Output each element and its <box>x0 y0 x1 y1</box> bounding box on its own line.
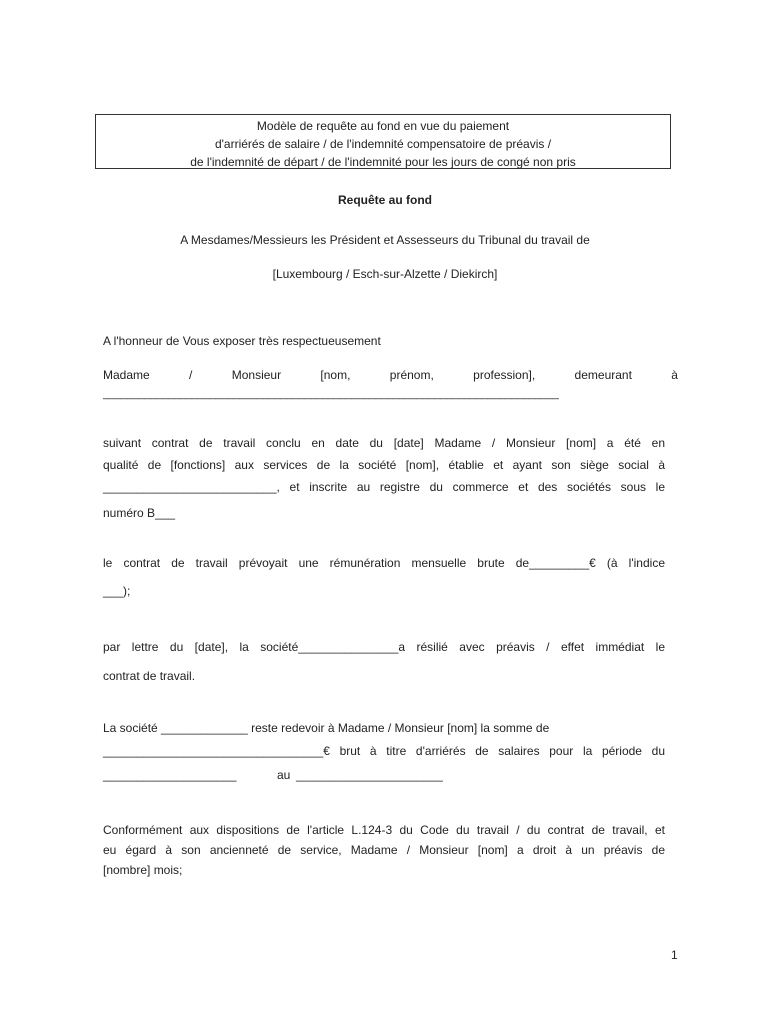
party-word: Monsieur <box>231 368 282 382</box>
debt-row-1: La société _____________ reste redevoir à Madame / Monsieur [nom] la somme de <box>103 721 550 735</box>
notice-row-2: eu égard à son ancienneté de service, Madame / Monsieur [nom] a droit à un préavis de <box>103 843 665 857</box>
notice-paragraph <box>103 820 665 880</box>
salary-row-2: ___); <box>103 584 131 598</box>
debt-au-label: au <box>277 768 291 782</box>
salary-row-1: le contrat de travail prévoyait une rémunération mensuelle brute de_________€ (à l'indice <box>103 556 665 570</box>
debt-paragraph <box>103 716 613 740</box>
title-line-3: de l'indemnité de départ / de l'indemnité pour les jours de congé non pris <box>190 155 576 169</box>
contract-row-4: numéro B___ <box>103 506 176 520</box>
party-line <box>103 368 678 382</box>
contract-paragraph <box>103 432 665 524</box>
courts-line: [Luxembourg / Esch-sur-Alzette / Diekirch] <box>272 267 498 281</box>
debt-paragraph-continued <box>103 739 665 763</box>
address-line: A Mesdames/Messieurs les Président et Assesseurs du Tribunal du travail de <box>180 233 590 247</box>
debt-to-blank: ______________________ <box>296 768 443 782</box>
termination-row-1: par lettre du [date], la société_______________a résilié avec préavis / effet immédiat le <box>103 640 665 654</box>
party-word: Madame <box>103 368 150 382</box>
debt-from-blank: ____________________ <box>103 768 237 782</box>
contract-row-1: suivant contrat de travail conclu en date du [date] Madame / Monsieur [nom] a été en <box>103 436 665 450</box>
debt-row-2: _________________________________€ brut à titre d'arriérés de salaires pour la période du <box>103 744 665 758</box>
salary-paragraph <box>103 549 665 605</box>
title-line-2: d'arriérés de salaire / de l'indemnité compensatoire de préavis / <box>214 137 552 151</box>
notice-row-3: [nombre] mois; <box>103 863 183 877</box>
termination-row-2: contrat de travail. <box>103 669 196 683</box>
document-heading: Requête au fond <box>337 193 432 207</box>
notice-row-1: Conformément aux dispositions de l'article L.124-3 du Code du travail / du contrat de travail, et <box>103 823 665 837</box>
page-number: 1 <box>671 948 678 962</box>
party-word: à <box>671 368 678 382</box>
party-word: prénom, <box>389 368 434 382</box>
party-word: demeurant <box>574 368 632 382</box>
party-word: [nom, <box>320 368 351 382</box>
intro-text: A l'honneur de Vous exposer très respectueusement <box>103 334 381 348</box>
title-box <box>95 114 671 169</box>
termination-paragraph <box>103 633 665 691</box>
party-blank-line: _____________________________________________________________________________ <box>103 388 559 400</box>
party-word: profession], <box>473 368 536 382</box>
contract-row-3: __________________________, et inscrite au registre du commerce et des sociétés sous le <box>103 480 665 494</box>
title-line-1: Modèle de requête au fond en vue du paiement <box>256 119 510 133</box>
contract-row-2: qualité de [fonctions] aux services de la société [nom], établie et ayant son siège social à <box>103 458 665 472</box>
party-word: / <box>189 368 193 382</box>
